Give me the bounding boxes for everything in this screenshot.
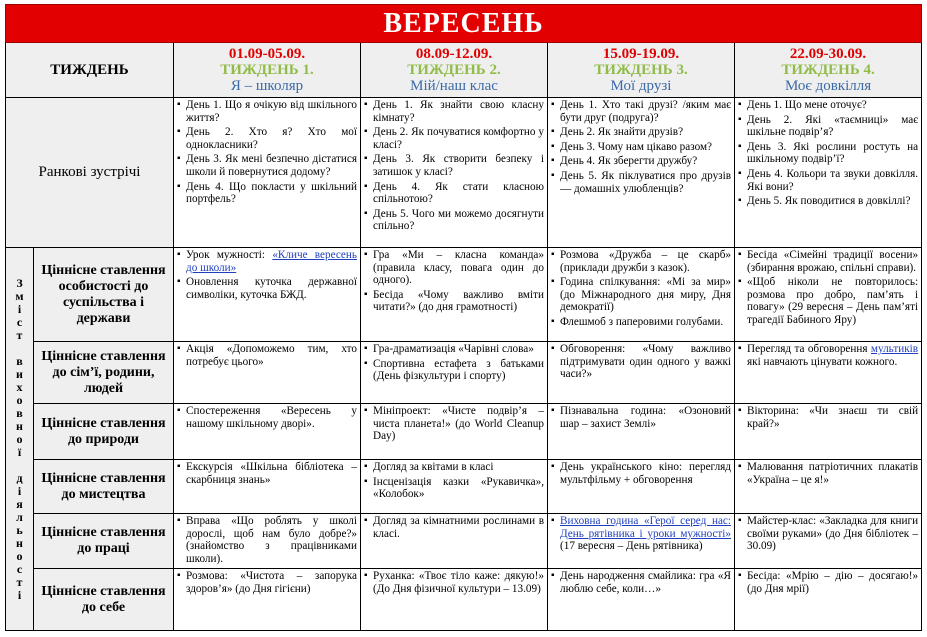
item-text: Малювання патріотичних плакатів «Україна – це я!» bbox=[747, 461, 919, 486]
week-theme: Мої друзі bbox=[610, 78, 672, 94]
week-theme: Мій/наш клас bbox=[410, 78, 498, 94]
list-item: ▪ День 1. Хто такі друзі? /яким має бути друг (подруга)? bbox=[551, 99, 731, 124]
list-item: ▪ День 2. Хто я? Хто мої однокласники? bbox=[177, 126, 357, 151]
activity-cell-week-4 bbox=[735, 514, 922, 569]
list-item bbox=[551, 249, 731, 274]
side-label-letter: і bbox=[17, 587, 22, 602]
item-text: Догляд за квітами в класі bbox=[373, 461, 494, 473]
item-list bbox=[738, 249, 918, 327]
list-item: ▪ День 4. Що покласти у шкільний портфель? bbox=[177, 181, 357, 206]
morning-cell-week-4 bbox=[735, 98, 922, 248]
item-text: Вікторина: «Чи знаєш ти свій край?» bbox=[747, 405, 919, 430]
list-item bbox=[177, 343, 357, 368]
list-item: ▪ День 2. Які «таємниці» має шкільне подвір’я? bbox=[738, 114, 918, 139]
side-label-letter: ь bbox=[16, 522, 23, 537]
item-text: Урок мужності: bbox=[186, 249, 273, 261]
list-item bbox=[551, 316, 731, 329]
week-dates: 22.09-30.09. bbox=[789, 46, 867, 62]
activity-cell-week-3 bbox=[548, 404, 735, 460]
item-text: Гра «Ми – класна команда» (правила класу, повага один до одного). bbox=[373, 249, 544, 287]
activity-cell-week-1 bbox=[174, 404, 361, 460]
list-item bbox=[551, 570, 731, 595]
side-label-letter: і bbox=[17, 301, 22, 316]
item-text: Спостереження «Вересень у нашому шкільному дворі». bbox=[186, 405, 357, 430]
week-header: ТИЖДЕНЬ bbox=[6, 43, 174, 98]
list-item bbox=[738, 570, 918, 595]
item-text: Спортивна естафета з батьками (День фізкультури і спорту) bbox=[373, 357, 544, 383]
item-text: Година спілкування: «Мі за мир» (до Міжнародного дня миру, Дня демократії) bbox=[560, 276, 731, 314]
week-2-header bbox=[361, 43, 548, 98]
item-text: Бесіда «Сімейні традиції восени» (збирання врожаю, спільні справи). bbox=[747, 249, 919, 274]
side-label-letter: л bbox=[16, 509, 23, 524]
list-item bbox=[177, 515, 357, 565]
list-item: ▪ День 1. Як знайти свою класну кімнату? bbox=[364, 99, 544, 124]
activity-cell-week-3 bbox=[548, 248, 735, 342]
activity-cell-week-4 bbox=[735, 248, 922, 342]
side-label-letter: я bbox=[16, 496, 23, 511]
side-label-letter: д bbox=[16, 470, 23, 485]
side-label-letter: о bbox=[16, 548, 23, 563]
list-item: ▪ День 5. Чого ми можемо досягнути спільно? bbox=[364, 208, 544, 233]
item-text: Бесіда «Чому важливо вміти читати?» (до дня грамотності) bbox=[373, 288, 544, 314]
item-text: Оновлення куточка державної символіки, куточка БЖД. bbox=[186, 276, 357, 301]
week-dates: 08.09-12.09. bbox=[415, 46, 493, 62]
list-item: ▪ День 4. Як зберегти дружбу? bbox=[551, 155, 731, 168]
item-link[interactable]: мультиків bbox=[870, 343, 919, 355]
item-list bbox=[738, 405, 918, 430]
side-label-letter: х bbox=[16, 379, 23, 394]
week-1-header bbox=[174, 43, 361, 98]
list-item bbox=[364, 249, 544, 287]
item-text: Мініпроект: «Чисте подвір’я – чиста планета!» (до World Cleanup Day) bbox=[373, 405, 544, 443]
item-text: День українського кіно: перегляд мультфільму + обговорення bbox=[560, 461, 731, 486]
list-item bbox=[177, 276, 357, 301]
list-item bbox=[738, 343, 918, 368]
week-theme: Я – школяр bbox=[230, 78, 304, 94]
list-item bbox=[364, 289, 544, 314]
item-list bbox=[364, 570, 544, 595]
list-item: ▪ День 3. Як мені безпечно дістатися школи й повернутися додому? bbox=[177, 153, 357, 178]
item-list bbox=[177, 405, 357, 430]
side-label-letter: о bbox=[16, 392, 23, 407]
list-item: ▪ День 3. Як створити безпеку і затишок у класі? bbox=[364, 153, 544, 178]
category-label: Ціннісне ставлення до праці bbox=[34, 514, 174, 569]
list-item bbox=[738, 461, 918, 486]
activity-cell-week-2 bbox=[361, 514, 548, 569]
item-list bbox=[551, 249, 731, 329]
item-list bbox=[738, 99, 918, 208]
item-text: Бесіда: «Мрію – дію – досягаю!» (до Дня мрії) bbox=[747, 570, 919, 595]
activity-cell-week-2 bbox=[361, 569, 548, 631]
item-list bbox=[551, 343, 731, 381]
item-text: Перегляд та обговорення bbox=[747, 343, 871, 355]
list-item: ▪ День 1. Що я очікую від шкільного життя? bbox=[177, 99, 357, 124]
item-text: Розмова «Дружба – це скарб» (приклади дружби з казок). bbox=[560, 249, 731, 274]
morning-meetings-label: Ранкові зустрічі bbox=[6, 98, 174, 248]
item-list bbox=[738, 343, 918, 368]
september-plan-table bbox=[5, 4, 922, 631]
list-item bbox=[551, 515, 731, 553]
activity-cell-week-4 bbox=[735, 404, 922, 460]
activity-cell-week-4 bbox=[735, 460, 922, 514]
week-name: ТИЖДЕНЬ 1. bbox=[220, 62, 314, 78]
side-label-letter: т bbox=[16, 327, 23, 342]
activity-cell-week-1 bbox=[174, 569, 361, 631]
activity-cell-week-3 bbox=[548, 514, 735, 569]
activity-cell-week-1 bbox=[174, 342, 361, 404]
item-list bbox=[551, 570, 731, 595]
item-list bbox=[177, 99, 357, 206]
week-3-header bbox=[548, 43, 735, 98]
list-item bbox=[364, 570, 544, 595]
item-list bbox=[177, 515, 357, 565]
item-list bbox=[551, 515, 731, 553]
item-list bbox=[177, 249, 357, 301]
side-label-letter bbox=[6, 342, 33, 355]
list-item bbox=[177, 570, 357, 595]
week-name: ТИЖДЕНЬ 4. bbox=[781, 62, 875, 78]
item-text: Майстер-клас: «Закладка для книги своїми руками» (до Дня бібліотек – 30.09) bbox=[747, 515, 919, 553]
list-item bbox=[738, 515, 918, 553]
item-text: Пізнавальна година: «Озоновий шар – захист Землі» bbox=[560, 405, 731, 430]
list-item bbox=[738, 249, 918, 274]
category-label: Ціннісне ставлення до природи bbox=[34, 404, 174, 460]
activity-cell-week-1 bbox=[174, 460, 361, 514]
item-text: Догляд за кімнатними рослинами в класі. bbox=[373, 515, 544, 540]
item-text: Вправа «Що роблять у школі дорослі, щоб нам було добре?» (знайомство з працівниками школи). bbox=[186, 515, 357, 565]
item-list bbox=[364, 343, 544, 383]
item-text: «Щоб ніколи не повторилось: розмова про добро, пам’ять і повагу» (29 вересня – День пам’яті трагедії Бабиного Яру) bbox=[747, 276, 919, 326]
category-label: Ціннісне ставлення до мистецтва bbox=[34, 460, 174, 514]
item-list bbox=[551, 405, 731, 430]
activity-cell-week-3 bbox=[548, 342, 735, 404]
item-text: які навчають цінувати кожного. bbox=[747, 355, 898, 368]
list-item bbox=[551, 405, 731, 430]
item-link[interactable]: Виховна година «Герої серед нас: День рятівника і уроки мужності» bbox=[560, 515, 731, 540]
week-dates: 01.09-05.09. bbox=[228, 46, 306, 62]
side-label-letter: в bbox=[16, 353, 23, 368]
item-list bbox=[738, 570, 918, 595]
item-text: Екскурсія «Шкільна бібліотека – скарбниця знань» bbox=[186, 461, 357, 486]
item-text: Руханка: «Твоє тіло каже: дякую!» (До Дня фізичної культури – 13.09) bbox=[373, 570, 544, 595]
item-text: Флешмоб з паперовими голубами. bbox=[560, 315, 724, 328]
category-label: Ціннісне ставлення до сім’ї, родини, людей bbox=[34, 342, 174, 404]
side-label-letter: З bbox=[16, 275, 23, 290]
activity-cell-week-3 bbox=[548, 569, 735, 631]
side-label-letter: и bbox=[16, 366, 23, 381]
list-item bbox=[551, 276, 731, 314]
item-list bbox=[364, 405, 544, 443]
list-item: ▪ День 2. Як знайти друзів? bbox=[551, 126, 731, 139]
side-label-letter bbox=[6, 459, 33, 472]
side-label-letter: в bbox=[16, 405, 23, 420]
morning-cell-week-2 bbox=[361, 98, 548, 248]
side-label-letter: н bbox=[16, 535, 23, 550]
side-label-letter: н bbox=[16, 418, 23, 433]
category-label: Ціннісне ставлення особистості до суспільства і держави bbox=[34, 248, 174, 342]
item-text: Обговорення: «Чому важливо підтримувати один одного у важкі часи?» bbox=[560, 343, 731, 381]
list-item: ▪ День 5. Як піклуватися про друзів — домашніх улюбленців? bbox=[551, 170, 731, 195]
list-item bbox=[738, 405, 918, 430]
item-link[interactable]: «Кличе вересень до школи» bbox=[186, 249, 357, 274]
list-item bbox=[364, 461, 544, 474]
item-text: (17 вересня – День рятівника) bbox=[560, 540, 703, 553]
week-name: ТИЖДЕНЬ 2. bbox=[407, 62, 501, 78]
list-item: ▪ День 3. Чому нам цікаво разом? bbox=[551, 141, 731, 154]
item-text: Інсценізація казки «Рукавичка», «Колобок» bbox=[373, 475, 544, 501]
week-name: ТИЖДЕНЬ 3. bbox=[594, 62, 688, 78]
list-item bbox=[364, 515, 544, 540]
activity-cell-week-2 bbox=[361, 404, 548, 460]
list-item bbox=[364, 343, 544, 356]
activity-cell-week-4 bbox=[735, 569, 922, 631]
list-item bbox=[551, 343, 731, 381]
item-list bbox=[364, 249, 544, 314]
item-list bbox=[738, 461, 918, 486]
item-text: День народження смайлика: гра «Я люблю себе, коли…» bbox=[560, 570, 731, 595]
activity-cell-week-1 bbox=[174, 514, 361, 569]
item-list bbox=[364, 515, 544, 540]
item-list bbox=[364, 461, 544, 501]
list-item: ▪ День 3. Які рослини ростуть на шкільному подвір’ї? bbox=[738, 141, 918, 166]
item-list bbox=[551, 99, 731, 195]
content-side-label bbox=[6, 248, 34, 631]
item-text: Акція «Допоможемо тим, хто потребує цього» bbox=[186, 343, 357, 368]
list-item: ▪ День 5. Як поводитися в довкіллі? bbox=[738, 195, 918, 208]
activity-cell-week-3 bbox=[548, 460, 735, 514]
activity-cell-week-2 bbox=[361, 342, 548, 404]
item-text: Гра-драматизація «Чарівні слова» bbox=[373, 343, 534, 355]
week-dates: 15.09-19.09. bbox=[602, 46, 680, 62]
category-label: Ціннісне ставлення до себе bbox=[34, 569, 174, 631]
list-item bbox=[364, 405, 544, 443]
list-item bbox=[738, 276, 918, 326]
activity-cell-week-4 bbox=[735, 342, 922, 404]
page-title: ВЕРЕСЕНЬ bbox=[6, 5, 922, 43]
item-list bbox=[177, 570, 357, 595]
item-list bbox=[177, 343, 357, 368]
list-item: ▪ День 2. Як почуватися комфортно у класі? bbox=[364, 126, 544, 151]
list-item bbox=[364, 358, 544, 383]
list-item: ▪ День 4. Кольори та звуки довкілля. Які вони? bbox=[738, 168, 918, 193]
side-label-letter: т bbox=[16, 574, 23, 589]
side-label-letter: о bbox=[16, 431, 23, 446]
activity-cell-week-1 bbox=[174, 248, 361, 342]
item-text: Розмова: «Чистота – запорука здоров’я» (до Дня гігієни) bbox=[186, 570, 357, 595]
item-list bbox=[551, 461, 731, 486]
morning-cell-week-1 bbox=[174, 98, 361, 248]
week-4-header bbox=[735, 43, 922, 98]
side-label-letter: м bbox=[15, 288, 24, 303]
item-list bbox=[177, 461, 357, 486]
list-item bbox=[177, 249, 357, 274]
item-list bbox=[738, 515, 918, 553]
week-theme: Моє довкілля bbox=[784, 78, 872, 94]
morning-cell-week-3 bbox=[548, 98, 735, 248]
activity-cell-week-2 bbox=[361, 460, 548, 514]
activity-cell-week-2 bbox=[361, 248, 548, 342]
list-item: ▪ День 4. Як стати класною спільнотою? bbox=[364, 181, 544, 206]
side-label-letter: с bbox=[16, 314, 23, 329]
list-item bbox=[551, 461, 731, 486]
list-item bbox=[177, 405, 357, 430]
list-item: ▪ День 1. Що мене оточує? bbox=[738, 99, 918, 112]
side-label-letter: ї bbox=[17, 444, 22, 459]
side-label-letter: с bbox=[16, 561, 23, 576]
list-item bbox=[364, 476, 544, 501]
side-label-letter: і bbox=[17, 483, 22, 498]
list-item bbox=[177, 461, 357, 486]
item-list bbox=[364, 99, 544, 233]
